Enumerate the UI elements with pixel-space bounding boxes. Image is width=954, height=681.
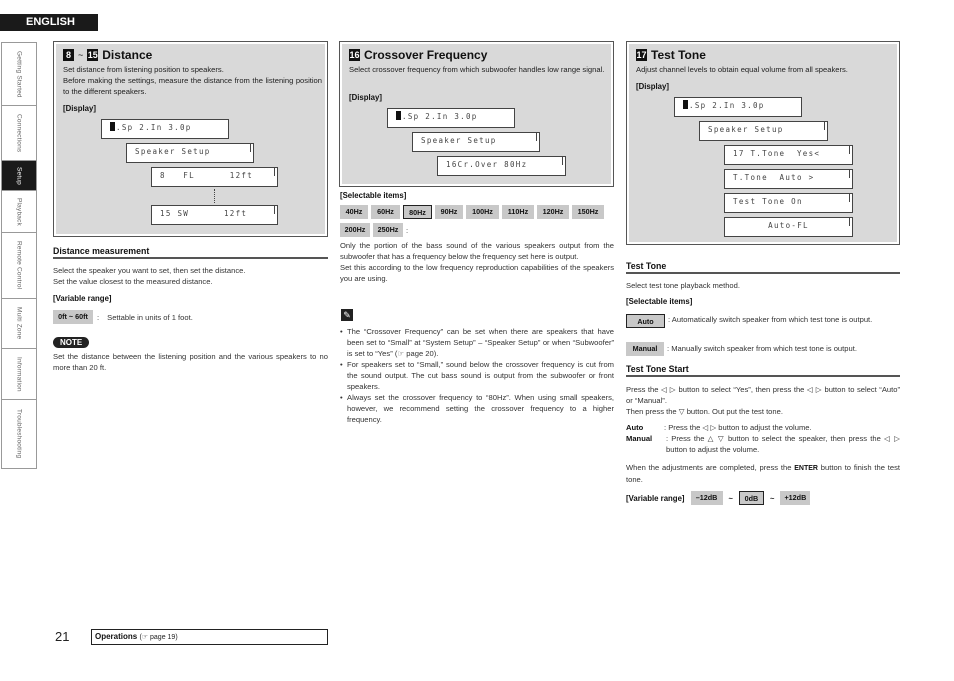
test-tone-start-heading: Test Tone Start [626, 364, 900, 377]
chapter-tab[interactable] [1, 299, 37, 349]
lcd-screen-speaker-setup: Speaker Setup [699, 121, 828, 141]
auto-step-row: Auto : Press the ◁ ▷ button to adjust the volume. [626, 423, 812, 432]
manual-step-row: Manual : Press the △ ▽ button to select the speaker, then press the ◁ ▷ button to adjust the volume. [626, 434, 900, 454]
lcd-screen-crossover: 16Cr.Over 80Hz [437, 156, 566, 176]
variable-range-label: [Variable range] [53, 294, 112, 303]
note-text: Set the distance between the listening position and the various speakers to no more than 20 ft. [53, 352, 328, 372]
chapter-tab[interactable] [1, 191, 37, 233]
setting-number: 17 [636, 50, 647, 60]
testtone-range-row: [Variable range] –12dB ~ 0dB ~ +12dB [626, 491, 810, 505]
distance-measurement-text: Select the speaker you want to set, then set the distance. Set the value closest to the measured distance. [53, 266, 246, 286]
crossover-notes [340, 326, 614, 425]
lcd-screen-testtone-on: Test Tone On [724, 193, 853, 213]
display-label: [Display] [636, 82, 669, 91]
testtone-title: 17 Test Tone [636, 48, 706, 62]
lcd-screen-auto-fl: Auto-FL [724, 217, 853, 237]
display-label: [Display] [349, 93, 382, 102]
chapter-tab[interactable] [1, 161, 37, 191]
crossover-title: 16 Crossover Frequency [349, 48, 488, 62]
crossover-option: 90Hz [435, 205, 463, 219]
chapter-tab[interactable] [1, 400, 37, 469]
cursor-block-icon [396, 111, 401, 120]
auto-option: Auto [626, 314, 665, 328]
chapter-tab[interactable] [1, 233, 37, 299]
distance-range-desc: Settable in units of 1 foot. [107, 312, 193, 322]
chapter-tab-label: Getting Started [15, 50, 23, 98]
note-bullet: • The “Crossover Frequency” can be set when there are speakers that have been set to “Small” at “System Setup” – “Speaker Setup” or when “Subwoofer” is set to “Yes” (☞ page 20). [340, 326, 614, 359]
lcd-screen-speaker-setup: Speaker Setup [126, 143, 254, 163]
manual-option-desc: : Manually switch speaker from which test tone is output. [667, 344, 857, 353]
lcd-screen-main: .Sp 2.In 3.0p [101, 119, 229, 139]
auto-item-row [626, 314, 900, 328]
note-bullet: • Always set the crossover frequency to “80Hz”. When using small speakers, however, we recommend setting the crossover frequency to a higher frequency. [340, 392, 614, 425]
language-tab: ENGLISH [0, 14, 98, 31]
continuation-dots [214, 189, 215, 203]
page-number: 21 [55, 629, 70, 644]
selectable-items-label: [Selectable items] [626, 297, 693, 306]
distance-range-row: 0ft ~ 60ft : Settable in units of 1 foot. [53, 310, 193, 324]
test-tone-text: Select test tone playback method. [626, 281, 740, 290]
enter-key-label: ENTER [794, 465, 818, 472]
note-badge: NOTE [53, 337, 89, 348]
range-default: 0dB [739, 491, 764, 505]
lcd-screen-testtone: 17 T.Tone Yes< [724, 145, 853, 165]
lcd-screen-sw-distance: 15 SW 12ft [151, 205, 278, 225]
range-max: +12dB [780, 491, 810, 505]
crossover-option: 60Hz [371, 205, 400, 219]
crossover-option: 40Hz [340, 205, 368, 219]
lcd-screen-fl-distance: 8 FL 12ft [151, 167, 278, 187]
crossover-option: 80Hz [403, 205, 432, 219]
crossover-option: 200Hz [340, 223, 370, 237]
lcd-screen-main: .Sp 2.In 3.0p [674, 97, 802, 117]
chapter-tab[interactable] [1, 349, 37, 400]
test-tone-heading: Test Tone [626, 261, 900, 274]
distance-panel [53, 41, 328, 237]
crossover-option: 120Hz [537, 205, 569, 219]
options-colon: : [406, 225, 409, 235]
chapter-tab[interactable] [1, 106, 37, 161]
range-min: –12dB [691, 491, 723, 505]
lcd-screen-speaker-setup: Speaker Setup [412, 132, 540, 152]
chapter-nav [1, 42, 37, 469]
cursor-block-icon [683, 100, 688, 109]
distance-title: 8 ~ 15 Distance [63, 48, 152, 62]
finish-text: When the adjustments are completed, press the ENTER button to finish the test tone. [626, 463, 900, 484]
distance-description: Set distance from listening position to speakers. Before making the settings, measure the distance from the listening position to the different speakers. [63, 65, 322, 96]
crossover-option: 110Hz [502, 205, 534, 219]
crossover-options-row2 [340, 223, 408, 237]
chapter-tab-label: Playback [15, 197, 23, 226]
setting-number-start: 8 [63, 49, 74, 61]
auto-option-desc: : Automatically switch speaker from which test tone is output. [668, 315, 873, 324]
manual-option: Manual [626, 342, 664, 356]
crossover-option: 150Hz [572, 205, 604, 219]
test-tone-start-text: Press the ◁ ▷ button to select “Yes”, then press the ◁ ▷ button to select “Auto” or “Manual”. Then press the ▽ button. Out put the test tone. [626, 385, 900, 416]
chapter-tab-label: Troubleshooting [15, 409, 23, 459]
testtone-panel [626, 41, 900, 245]
crossover-panel [339, 41, 614, 187]
chapter-tab[interactable] [1, 42, 37, 106]
setting-number-end: 15 [87, 50, 98, 60]
selectable-items-label: [Selectable items] [340, 191, 407, 200]
crossover-description: Select crossover frequency from which subwoofer handles low range signal. [349, 65, 605, 74]
crossover-option: 100Hz [466, 205, 499, 219]
pencil-icon: ✎ [341, 309, 353, 321]
testtone-description: Adjust channel levels to obtain equal volume from all speakers. [636, 65, 848, 74]
distance-measurement-heading: Distance measurement [53, 246, 328, 259]
lcd-screen-main: .Sp 2.In 3.0p [387, 108, 515, 128]
chapter-tab-label: Information [15, 356, 23, 392]
footer-reference: Operations (☞ page 19) [91, 629, 328, 645]
manual-item-row [626, 342, 900, 356]
crossover-option: 250Hz [373, 223, 403, 237]
chapter-tab-label: Connections [15, 113, 23, 153]
note-bullet: • For speakers set to “Small,” sound below the crossover frequency is cut from the sound output. The cut bass sound is output from the subwoofer or front speakers. [340, 359, 614, 392]
crossover-explanation: Only the portion of the bass sound of the various speakers output from the subwoofer that has a frequency below the frequency set here is output. Set this according to the low frequency reproduction capabilities of the speakers you are using. [340, 241, 614, 283]
lcd-screen-testtone-mode: T.Tone Auto > [724, 169, 853, 189]
chapter-tab-label: Remote Control [15, 241, 23, 290]
cursor-block-icon [110, 122, 115, 131]
setting-number: 16 [349, 50, 360, 60]
display-label: [Display] [63, 104, 96, 113]
chapter-tab-label: Multi Zone [15, 307, 23, 340]
chapter-tab-label: Setup [15, 166, 23, 185]
crossover-options-row1 [340, 205, 604, 219]
distance-range-value: 0ft ~ 60ft [53, 310, 93, 324]
